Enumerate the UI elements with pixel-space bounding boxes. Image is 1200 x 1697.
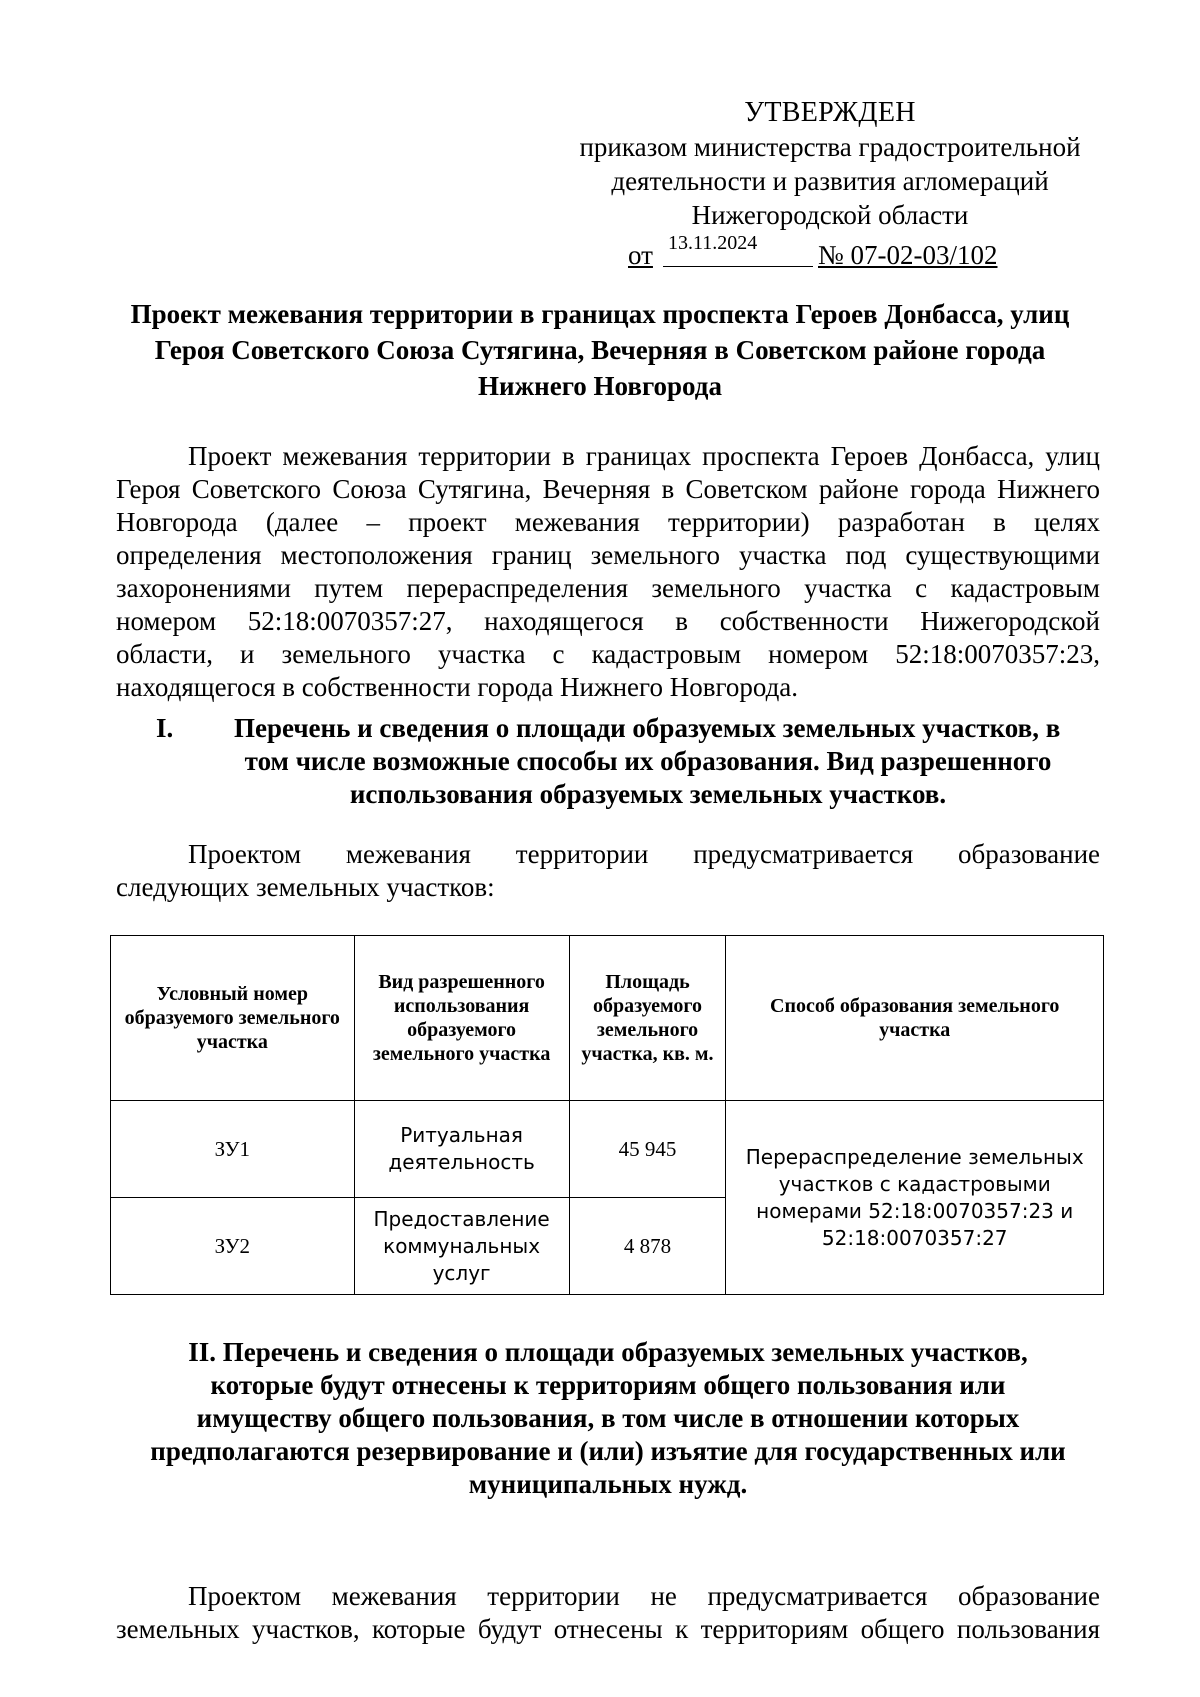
section-1-line-1: Перечень и сведения о площади образуемых земельных участков, в [234,713,1061,743]
intro-line: номером 52:18:0070357:27, находящегося в собственности Нижегородской [116,606,1100,636]
section-2-line-2: которые будут отнесены к территориям общего пользования или [210,1370,1006,1400]
section-1-number: I. [156,713,174,743]
intro-line: определения местоположения границ земельного участка под существующими [116,540,1100,570]
section-1-para-line: следующих земельных участков: [116,872,495,902]
plot-area-cell: 4 878 [569,1198,726,1295]
section-2-line-5: муниципальных нужд. [468,1469,748,1499]
section-2-para-line: земельных участков, которые будут отнесены к территориям общего пользования [116,1614,1100,1644]
section-1-para-line: Проектом межевания территории предусматривается образование [188,839,1100,869]
table-row [111,1101,1104,1198]
approval-line-1: приказом министерства градостроительной [579,132,1081,162]
title-line-2: Героя Советского Союза Сутягина, Вечерняя в Советском районе города [154,335,1046,365]
section-2-line-1: II. Перечень и сведения о площади образуемых земельных участков, [188,1337,1028,1367]
order-date: 13.11.2024 [668,232,758,254]
table-header-cell: Способ образования земельного участка [726,936,1104,1101]
intro-line: Проект межевания территории в границах проспекта Героев Донбасса, улиц [188,441,1100,471]
order-from-label: от [628,240,653,270]
plot-use-cell: Ритуальная деятельность [354,1101,569,1198]
intro-line: области, и земельного участка с кадастровым номером 52:18:0070357:23, [116,639,1100,669]
section-1-line-2: том числе возможные способы их образования. Вид разрешенного [244,746,1052,776]
approval-line-3: Нижегородской области [691,200,969,230]
intro-line: находящегося в собственности города Нижнего Новгорода. [116,672,799,702]
table-header-cell: Условный номер образуемого земельного участка [111,936,355,1101]
plot-id-cell: ЗУ2 [111,1198,355,1295]
section-1-paragraph [116,838,1100,904]
order-number: № 07-02-03/102 [818,240,998,270]
plot-use-cell: Предоставление коммунальных услуг [354,1198,569,1295]
intro-line: захоронениями путем перераспределения земельного участка с кадастровым [116,573,1100,603]
plot-id-cell: ЗУ1 [111,1101,355,1198]
intro-paragraph [116,440,1100,704]
document-title [100,296,1100,404]
order-line [560,232,1100,272]
section-2-paragraph [116,1580,1100,1646]
table-header-cell: Вид разрешенного использования образуемого земельного участка [354,936,569,1101]
approval-heading: УТВЕРЖДЕН [744,97,916,128]
section-2-line-4: предполагаются резервирование и (или) изъятие для государственных или [150,1436,1066,1466]
intro-line: Новгорода (далее – проект межевания территории) разработан в целях [116,507,1100,537]
section-2-line-3: имуществу общего пользования, в том числе в отношении которых [196,1403,1020,1433]
plot-method-cell: Перераспределение земельных участков с кадастровыми номерами 52:18:0070357:23 и 52:18:0070357:27 [726,1101,1104,1295]
order-date-underline [663,266,813,267]
table-header-cell: Площадь образуемого земельного участка, кв. м. [569,936,726,1101]
section-2-para-line: Проектом межевания территории не предусматривается образование [188,1581,1100,1611]
plot-area-cell: 45 945 [569,1101,726,1198]
section-2-heading [116,1336,1100,1501]
section-1-line-3: использования образуемых земельных участков. [349,779,947,809]
intro-line: Героя Советского Союза Сутягина, Вечерняя в Советском районе города Нижнего [116,474,1100,504]
approval-line-2: деятельности и развития агломераций [611,166,1049,196]
title-line-1: Проект межевания территории в границах проспекта Героев Донбасса, улиц [130,299,1070,329]
land-plots-table [110,935,1104,1295]
title-line-3: Нижнего Новгорода [478,371,722,401]
approval-stamp [560,96,1100,272]
table-header-row [111,936,1104,1101]
